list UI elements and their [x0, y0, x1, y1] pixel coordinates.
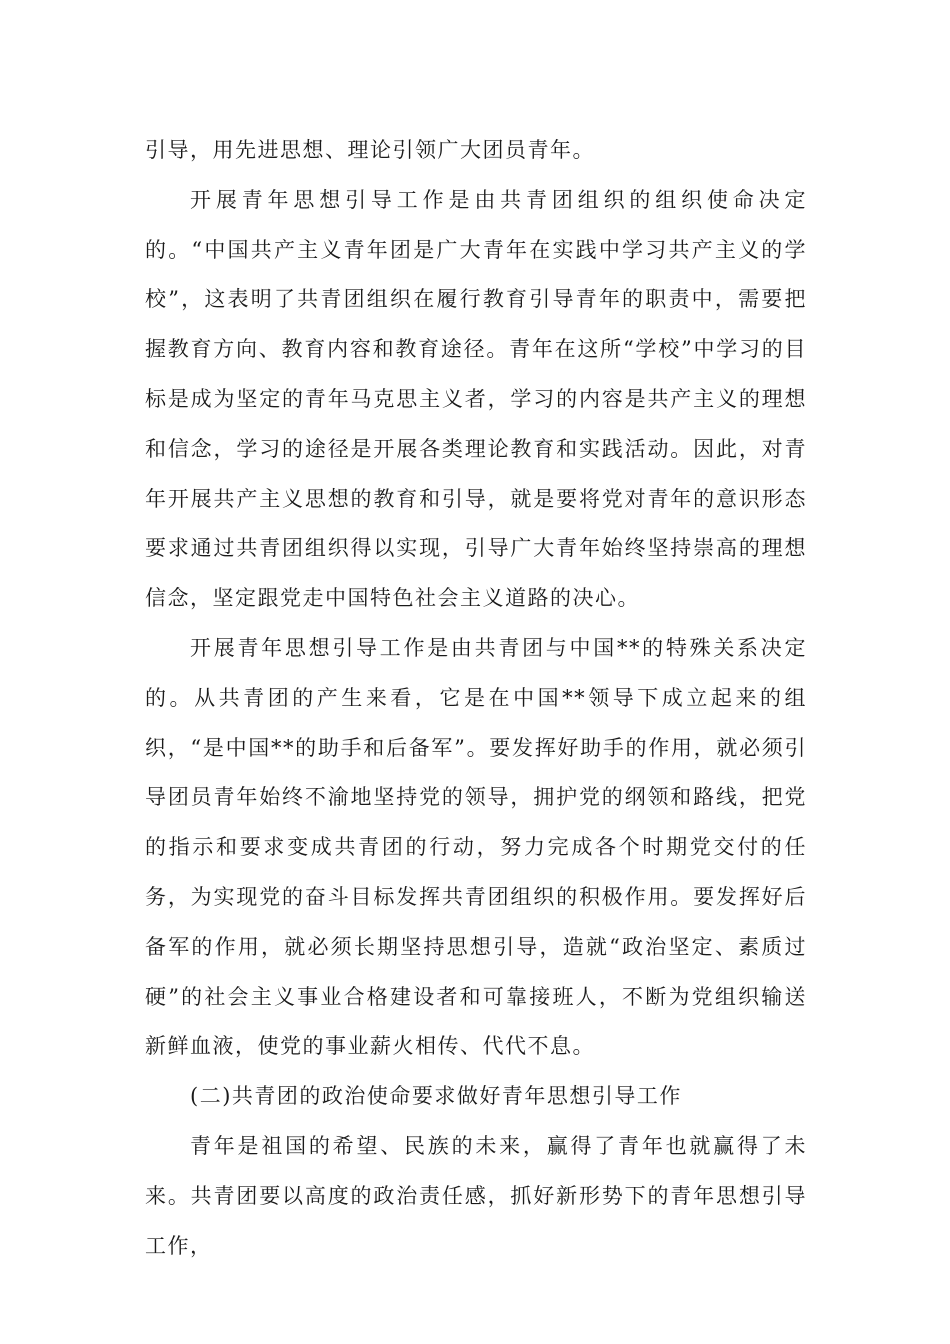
document-body — [145, 126, 807, 1271]
paragraph-youth-future: 青年是祖国的希望、民族的未来，赢得了青年也就赢得了未来。共青团要以高度的政治责任感，抓好新形势下的青年思想引导工作， — [145, 1133, 807, 1258]
paragraph-organizational-mission: 开展青年思想引导工作是由共青团组织的组织使命决定的。“中国共产主义青年团是广大青年在实践中学习共产主义的学校”，这表明了共青团组织在履行教育引导青年的职责中，需要把握教育方向、教育内容和教育途径。青年在这所“学校”中学习的目标是成为坚定的青年马克思主义者，学习的内容是共产主义的理想和信念，学习的途径是开展各类理论教育和实践活动。因此，对青年开展共产主义思想的教育和引导，就是要将党对青年的意识形态要求通过共青团组织得以实现，引导广大青年始终坚持崇高的理想信念，坚定跟党走中国特色社会主义道路的决心。 — [145, 187, 807, 611]
paragraph-special-relationship: 开展青年思想引导工作是由共青团与中国**的特殊关系决定的。从共青团的产生来看，它是在中国**领导下成立起来的组织，“是中国**的助手和后备军”。要发挥好助手的作用，就必须引导团员青年始终不渝地坚持党的领导，拥护党的纲领和路线，把党的指示和要求变成共青团的行动，努力完成各个时期党交付的任务，为实现党的奋斗目标发挥共青团组织的积极作用。要发挥好后备军的作用，就必须长期坚持思想引导，造就“政治坚定、素质过硬”的社会主义事业合格建设者和可靠接班人，不断为党组织输送新鲜血液，使党的事业薪火相传、代代不息。 — [145, 635, 807, 1059]
paragraph-continuation: 引导，用先进思想、理论引领广大团员青年。 — [145, 138, 595, 162]
section-heading-political-mission: (二)共青团的政治使命要求做好青年思想引导工作 — [190, 1084, 682, 1109]
